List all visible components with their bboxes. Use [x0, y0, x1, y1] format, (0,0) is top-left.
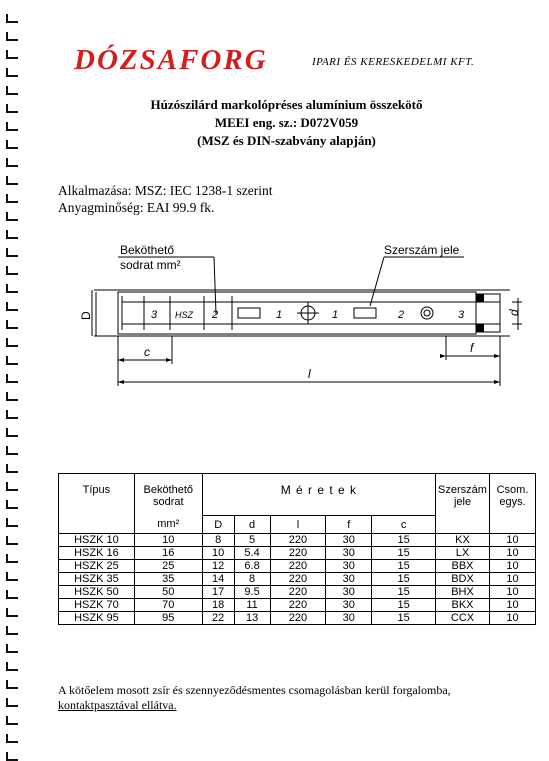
table-row — [59, 612, 536, 625]
binding-hole — [6, 446, 18, 455]
cell-pack: 10 — [489, 547, 535, 560]
binding-hole — [6, 374, 18, 383]
cell-pack: 10 — [489, 612, 535, 625]
table-row — [59, 599, 536, 612]
product-title: Húzószilárd markolópréses alumínium összekötő — [150, 97, 423, 112]
cell-mm2: 16 — [134, 547, 202, 560]
unit-c: c — [372, 516, 436, 534]
cell-f: 30 — [326, 560, 372, 573]
binding-hole — [6, 752, 18, 761]
cell-l: 220 — [270, 586, 326, 599]
binding-hole — [6, 716, 18, 725]
cell-type: HSZK 10 — [59, 534, 135, 547]
cell-c: 15 — [372, 560, 436, 573]
binding-hole — [6, 644, 18, 653]
binding-hole — [6, 536, 18, 545]
binding-hole — [6, 554, 18, 563]
binding-hole — [6, 518, 18, 527]
cell-l: 220 — [270, 599, 326, 612]
cell-D: 8 — [202, 534, 234, 547]
header-tool — [436, 474, 490, 534]
cell-type: HSZK 35 — [59, 573, 135, 586]
unit-D: D — [202, 516, 234, 534]
binding-hole — [6, 14, 18, 23]
binding-hole — [6, 482, 18, 491]
binding-hole — [6, 626, 18, 635]
cell-l: 220 — [270, 534, 326, 547]
dim-c-label: c — [144, 345, 150, 359]
cell-tool: CCX — [436, 612, 490, 625]
binding-hole — [6, 572, 18, 581]
cell-f: 30 — [326, 612, 372, 625]
band-2-right: 2 — [398, 309, 405, 321]
callout-sodrat-label: Beköthető — [120, 243, 175, 257]
binding-hole — [6, 698, 18, 707]
header-sodrat-line1: Beköthető — [143, 484, 194, 496]
cell-type: HSZK 70 — [59, 599, 135, 612]
cell-f: 30 — [326, 573, 372, 586]
header-meretek: M é r e t e k — [202, 474, 435, 516]
cell-l: 220 — [270, 573, 326, 586]
company-name: IPARI ÉS KERESKEDELMI KFT. — [312, 56, 475, 68]
dim-l-label: l — [308, 367, 311, 381]
cell-d: 5.4 — [234, 547, 270, 560]
cell-tool: BHX — [436, 586, 490, 599]
cell-c: 15 — [372, 573, 436, 586]
cell-d: 8 — [234, 573, 270, 586]
unit-l: l — [270, 516, 326, 534]
cell-type: HSZK 25 — [59, 560, 135, 573]
cell-d: 13 — [234, 612, 270, 625]
cell-mm2: 10 — [134, 534, 202, 547]
header-tool-line2: jele — [453, 496, 472, 508]
dim-f-label: f — [470, 341, 474, 355]
header-pack — [489, 474, 535, 534]
cell-c: 15 — [372, 586, 436, 599]
binding-hole — [6, 284, 18, 293]
cell-d: 9.5 — [234, 586, 270, 599]
table-row — [59, 573, 536, 586]
band-3-right: 3 — [458, 309, 465, 321]
unit-mm2: mm² — [134, 516, 202, 534]
spiral-binding — [0, 0, 22, 761]
binding-hole — [6, 734, 18, 743]
binding-hole — [6, 158, 18, 167]
dim-D-label: D — [79, 311, 93, 320]
binding-hole — [6, 608, 18, 617]
cell-D: 22 — [202, 612, 234, 625]
cell-l: 220 — [270, 560, 326, 573]
binding-hole — [6, 338, 18, 347]
binding-hole — [6, 428, 18, 437]
binding-hole — [6, 356, 18, 365]
binding-hole — [6, 302, 18, 311]
binding-hole — [6, 248, 18, 257]
binding-hole — [6, 194, 18, 203]
spec-table — [58, 473, 536, 625]
binding-hole — [6, 140, 18, 149]
binding-hole — [6, 176, 18, 185]
cell-tool: LX — [436, 547, 490, 560]
cell-tool: BKX — [436, 599, 490, 612]
cell-mm2: 70 — [134, 599, 202, 612]
band-3-left: 3 — [151, 309, 158, 321]
brand-logo: DÓZSAFORG — [74, 44, 268, 76]
binding-hole — [6, 320, 18, 329]
footer-note — [58, 683, 451, 713]
cell-l: 220 — [270, 547, 326, 560]
cell-d: 6.8 — [234, 560, 270, 573]
cell-c: 15 — [372, 599, 436, 612]
cell-f: 30 — [326, 547, 372, 560]
cell-D: 10 — [202, 547, 234, 560]
table-row — [59, 547, 536, 560]
band-1-right: 1 — [332, 309, 339, 321]
connector-drawing — [62, 240, 522, 390]
header-type: Típus — [59, 474, 135, 534]
cell-pack: 10 — [489, 534, 535, 547]
header-sodrat — [134, 474, 202, 516]
binding-hole — [6, 230, 18, 239]
material-line: Anyagminőség: EAI 99.9 fk. — [58, 200, 215, 215]
table-row — [59, 534, 536, 547]
cell-c: 15 — [372, 534, 436, 547]
cell-f: 30 — [326, 599, 372, 612]
cell-d: 11 — [234, 599, 270, 612]
cell-mm2: 35 — [134, 573, 202, 586]
cell-d: 5 — [234, 534, 270, 547]
spec-rows — [59, 534, 536, 625]
table-row — [59, 560, 536, 573]
band-hsz: HSZ — [175, 310, 193, 320]
callout-sodrat-unit: sodrat mm² — [120, 258, 181, 272]
cell-type: HSZK 50 — [59, 586, 135, 599]
cell-c: 15 — [372, 547, 436, 560]
binding-hole — [6, 266, 18, 275]
cell-pack: 10 — [489, 599, 535, 612]
header-tool-line1: Szerszám — [438, 484, 487, 496]
binding-hole — [6, 680, 18, 689]
cell-type: HSZK 95 — [59, 612, 135, 625]
header-pack-line2: egys. — [499, 496, 526, 508]
datasheet-page — [24, 0, 549, 761]
callout-tool-label: Szerszám jele — [384, 243, 460, 257]
cell-D: 12 — [202, 560, 234, 573]
binding-hole — [6, 86, 18, 95]
footer-line1: A kötőelem mosott zsír és szennyeződésmentes csomagolásban kerül forgalomba, — [58, 683, 451, 697]
footer-line2: kontaktpasztával ellátva. — [58, 698, 177, 712]
band-2-left: 2 — [212, 309, 219, 321]
cell-c: 15 — [372, 612, 436, 625]
table-row — [59, 586, 536, 599]
cell-D: 18 — [202, 599, 234, 612]
dim-d-label: d — [507, 309, 521, 316]
binding-hole — [6, 68, 18, 77]
binding-hole — [6, 410, 18, 419]
binding-hole — [6, 32, 18, 41]
cell-mm2: 25 — [134, 560, 202, 573]
cell-pack: 10 — [489, 560, 535, 573]
cell-l: 220 — [270, 612, 326, 625]
cell-D: 14 — [202, 573, 234, 586]
cell-tool: BBX — [436, 560, 490, 573]
binding-hole — [6, 50, 18, 59]
cell-f: 30 — [326, 534, 372, 547]
binding-hole — [6, 392, 18, 401]
header-sodrat-line2: sodrat — [152, 496, 184, 508]
standard-note: (MSZ és DIN-szabvány alapján) — [197, 133, 376, 148]
cell-pack: 10 — [489, 573, 535, 586]
binding-hole — [6, 464, 18, 473]
header-pack-line1: Csom. — [496, 484, 529, 496]
cell-tool: BDX — [436, 573, 490, 586]
application-line: Alkalmazása: MSZ: IEC 1238-1 szerint — [58, 183, 273, 198]
approval-number: MEEI eng. sz.: D072V059 — [214, 115, 359, 130]
cell-mm2: 50 — [134, 586, 202, 599]
binding-hole — [6, 212, 18, 221]
cell-mm2: 95 — [134, 612, 202, 625]
cell-tool: KX — [436, 534, 490, 547]
unit-f: f — [326, 516, 372, 534]
cell-f: 30 — [326, 586, 372, 599]
binding-hole — [6, 104, 18, 113]
band-1-left: 1 — [276, 309, 283, 321]
unit-d: d — [234, 516, 270, 534]
binding-hole — [6, 500, 18, 509]
cell-D: 17 — [202, 586, 234, 599]
binding-hole — [6, 590, 18, 599]
cell-type: HSZK 16 — [59, 547, 135, 560]
cell-pack: 10 — [489, 586, 535, 599]
binding-hole — [6, 662, 18, 671]
binding-hole — [6, 122, 18, 131]
